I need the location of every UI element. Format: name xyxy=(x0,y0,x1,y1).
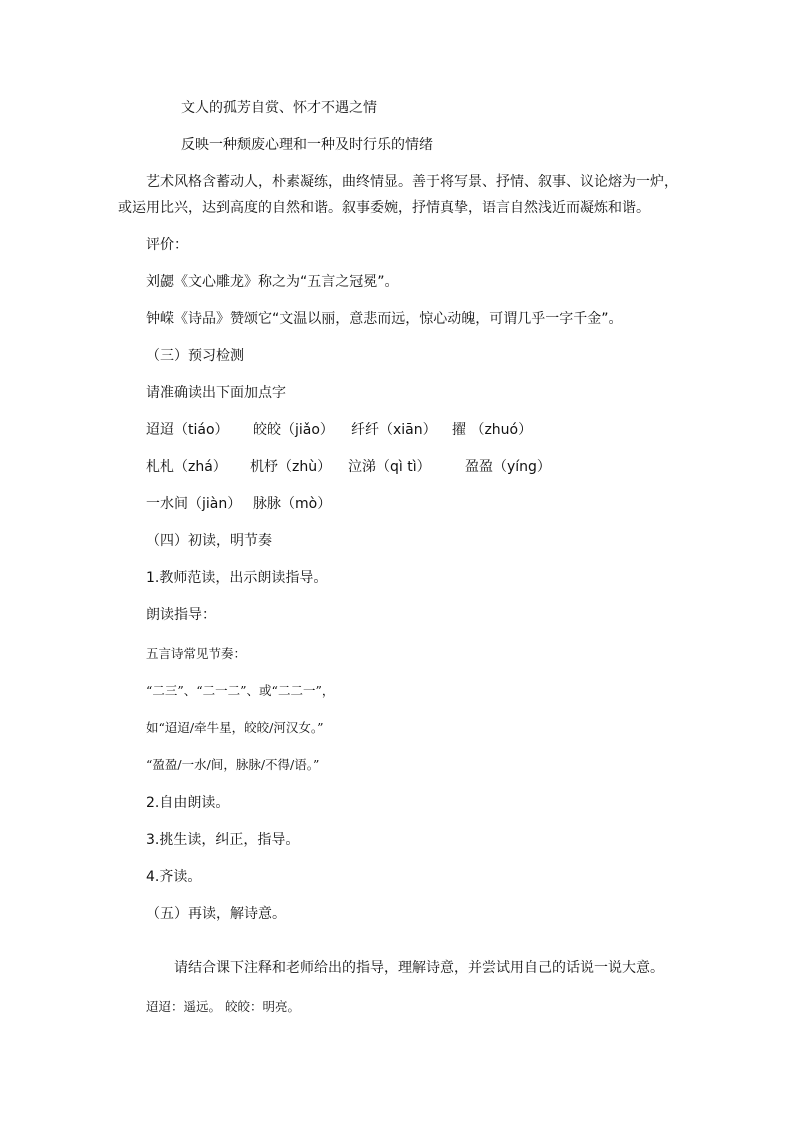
rhythm-line: 五言诗常见节奏： xyxy=(146,646,247,661)
text-line: 刘勰《文心雕龙》称之为“五言之冠冕”。 xyxy=(146,274,399,290)
pinyin-item: 脉脉（mò） xyxy=(253,496,332,512)
pinyin-row xyxy=(146,458,566,476)
text-line: 3.挑生读，纠正，指导。 xyxy=(146,832,300,848)
text-line: 请准确读出下面加点字 xyxy=(146,385,286,401)
text-line: 钟嵘《诗品》赞颂它“文温以丽，意悲而远，惊心动魄，可谓几乎一字千金”。 xyxy=(146,311,623,327)
rhythm-line: “二三”、“二一二”、或“二二一”， xyxy=(146,683,335,698)
pinyin-item: 机杼（zhù） xyxy=(250,459,332,475)
text-line: 请结合课下注释和老师给出的指导，理解诗意，并尝试用自己的话说一说大意。 xyxy=(174,960,664,976)
note-line: 迢迢：遥远。 皎皎：明亮。 xyxy=(146,999,300,1014)
section-heading: （三）预习检测 xyxy=(146,348,244,364)
paragraph-line: 艺术风格含蓄动人，朴素凝练，曲终情显。善于将写景、抒情、叙事、议论熔为一炉， xyxy=(146,174,678,190)
section-heading: （四）初读，明节奏 xyxy=(146,533,272,549)
rhythm-line: 如“迢迢/牵牛星，皎皎/河汉女。” xyxy=(146,720,324,735)
pinyin-item: 纤纤（xiān） xyxy=(351,422,437,438)
pinyin-item: 擢 （zhuó） xyxy=(452,422,533,438)
section-label: 评价： xyxy=(146,237,188,253)
pinyin-item: 皎皎（jiǎo） xyxy=(253,422,334,438)
pinyin-item: 盈盈（yíng） xyxy=(465,459,551,475)
text-line: 2.自由朗读。 xyxy=(146,795,230,811)
rhythm-line: “盈盈/一水/间，脉脉/不得/语。” xyxy=(146,757,320,772)
text-line: 1.教师范读，出示朗读指导。 xyxy=(146,570,328,586)
pinyin-item: 一水间（jiàn） xyxy=(146,496,242,512)
text-line: 朗读指导： xyxy=(146,607,216,623)
text-line: 文人的孤芳自赏、怀才不遇之情 xyxy=(181,100,377,116)
pinyin-item: 泣涕（qì tì） xyxy=(348,459,431,475)
pinyin-item: 札札（zhá） xyxy=(146,459,227,475)
paragraph-line: 或运用比兴，达到高度的自然和谐。叙事委婉，抒情真挚，语言自然浅近而凝炼和谐。 xyxy=(118,200,650,216)
pinyin-row xyxy=(146,421,566,439)
pinyin-item: 迢迢（tiáo） xyxy=(146,422,229,438)
pinyin-row xyxy=(146,495,566,513)
text-line: 4.齐读。 xyxy=(146,869,202,885)
section-heading: （五）再读，解诗意。 xyxy=(146,906,286,922)
text-line: 反映一种颓废心理和一种及时行乐的情绪 xyxy=(181,137,433,153)
